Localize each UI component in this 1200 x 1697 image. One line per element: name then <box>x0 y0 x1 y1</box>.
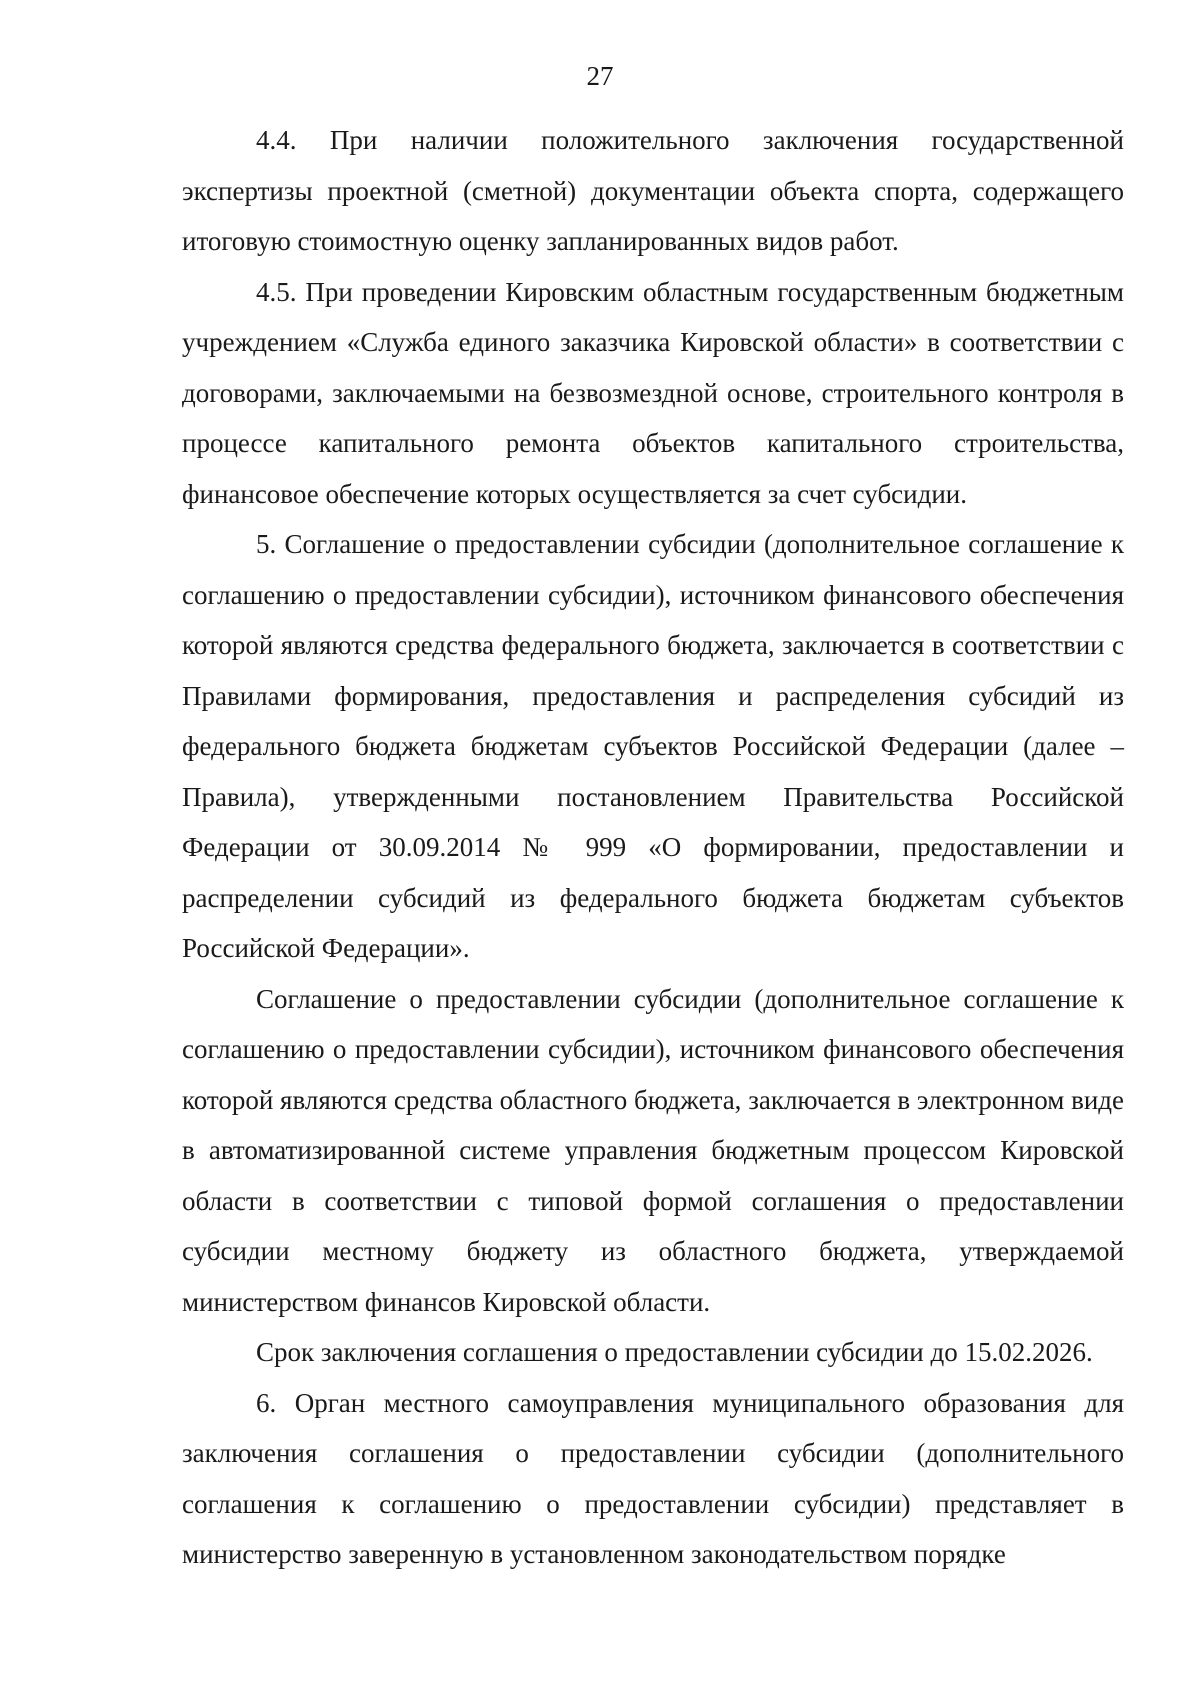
paragraph-5: 5. Соглашение о предоставлении субсидии (дополнительное соглашение к соглашению о предоставлении субсидии), источником финансового обеспечения которой являются средства федерального бюджета, заключается в соответствии с Правилами формирования, предоставления и распределения субсидий из федерального бюджета бюджетам субъектов Российской Федерации (далее – Правила), утвержденными постановлением Правительства Российской Федерации от 30.09.2014 № 999 «О формировании, предоставлении и распределении субсидий из федерального бюджета бюджетам субъектов Российской Федерации». <box>182 529 1124 963</box>
paragraph-agreement-deadline: Срок заключения соглашения о предоставлении субсидии до 15.02.2026. <box>256 1337 1093 1367</box>
page-number: 27 <box>586 61 614 91</box>
paragraph-4-5: 4.5. При проведении Кировским областным государственным бюджетным учреждением «Служба единого заказчика Кировской области» в соответствии с договорами, заключаемыми на безвозмездной основе, строительного контроля в процессе капитального ремонта объектов капитального строительства, финансовое обеспечение которых осуществляется за счет субсидии. <box>182 276 1124 509</box>
paragraph-4-4: 4.4. При наличии положительного заключения государственной экспертизы проектной (сметной) документации объекта спорта, содержащего итоговую стоимостную оценку запланированных видов работ. <box>182 125 1124 256</box>
document-body <box>182 115 1124 1580</box>
paragraph-6: 6. Орган местного самоуправления муниципального образования для заключения соглашения о предоставлении субсидии (дополнительного соглашения к соглашению о предоставлении субсидии) представляет в министерство заверенную в установленном законодательством порядке <box>182 1387 1124 1569</box>
paragraph-regional-agreement: Соглашение о предоставлении субсидии (дополнительное соглашение к соглашению о предоставлении субсидии), источником финансового обеспечения которой являются средства областного бюджета, заключается в электронном виде в автоматизированной системе управления бюджетным процессом Кировской области в соответствии с типовой формой соглашения о предоставлении субсидии местному бюджету из областного бюджета, утверждаемой министерством финансов Кировской области. <box>182 983 1124 1317</box>
